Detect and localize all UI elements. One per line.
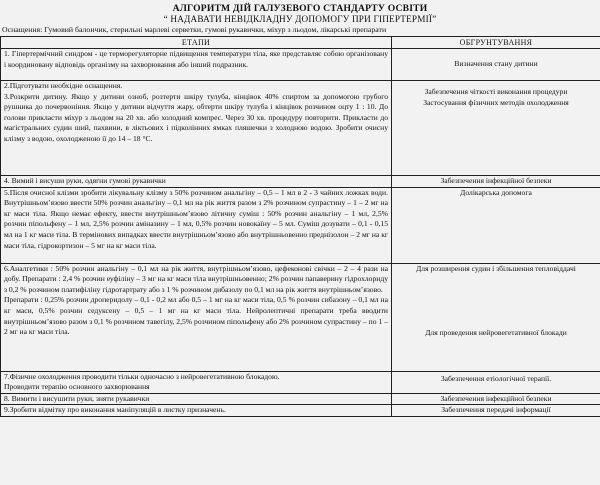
stage-text: 8. Вимити і висушити руки, зняти рукавички bbox=[4, 393, 150, 403]
table-row bbox=[1, 371, 600, 393]
reason-text: Застосування фізичних методів охолодження bbox=[423, 97, 569, 107]
stage-cell bbox=[1, 187, 392, 263]
header-stages: ЕТАПИ bbox=[1, 37, 392, 49]
stage-text: Проводити терапію основного захворювання bbox=[4, 382, 150, 392]
stage-text: 1. Гіпертермічний синдром - це терморегуляторне підвищення температури тіла, яке представляє собою організовану і координовану відповідь організму на захворювання або інший подразник. bbox=[4, 49, 388, 69]
table-row bbox=[1, 263, 600, 371]
table-row bbox=[1, 393, 600, 405]
stage-text: 7.Фізичне охолодження проводити тільки одночасно з нейровегетативною блокадою. bbox=[4, 371, 280, 381]
table-row bbox=[1, 187, 600, 263]
table-row bbox=[1, 81, 600, 176]
stage-cell bbox=[1, 49, 392, 81]
reason-cell bbox=[392, 405, 600, 417]
stage-cell bbox=[1, 405, 392, 417]
stage-cell bbox=[1, 81, 392, 176]
reason-text: Для проведення нейровегетативної блокади bbox=[425, 328, 567, 338]
reason-text: Забезпечення передачі інформації bbox=[441, 405, 551, 415]
document-subtitle: “ НАДАВАТИ НЕВІДКЛАДНУ ДОПОМОГУ ПРИ ГІПЕРТЕРМІЇ” bbox=[163, 14, 437, 24]
reason-text: Забезпечення етіологічної терапії. bbox=[440, 373, 552, 383]
reason-text: Визначення стану дитини bbox=[454, 59, 538, 68]
stage-cell bbox=[1, 176, 392, 188]
reason-cell bbox=[392, 187, 600, 263]
table-row bbox=[1, 176, 600, 188]
stage-text: 6.Аналгетики : 50% розчин анальгіну – 0,1 мл на рік життя, внутрішньом’язово, цефеконові свічки – 2 – 4 рази на добу. Препарати : 2,4 % розчин еуфіліну – 3 мг на кг маси тіла внутрішньовенно; 2% розчин папаверину гідрохлориду з 0,2 % розчином платифіліну гідротартрату або з 1 % розчином дибазолу по 0,1 мл на рік життя внутрішньом’язово. bbox=[4, 263, 388, 294]
header-rationale: ОБГРУНТУВАННЯ bbox=[392, 37, 600, 49]
stage-text: 3.Розкрити дитину. Якщо у дитини озноб, розтерти шкіру тулуба, кінцівок 40% спиртом за допомогою грубого рушника до почервоніння. Якщо у дитини відчуття жару, обтерти шкіру тулуба і кінцівок розчином оцту 1 : 10. До голови прикласти міхур з льодом на 20 хв. або холодний компрес. Через 30 хв. процедуру повторити. Прикласти до магістральних судин ший, пахвини, в ліктьових і підколінних ямках пляшечки з холодною водою. Зробити очисну клізму з водою, охолодженою ії до 14 – 18 °С. bbox=[4, 91, 388, 143]
reason-cell bbox=[392, 176, 600, 188]
stage-cell bbox=[1, 371, 392, 393]
reason-text: Для розширення судин і збільшення тепловіддачі bbox=[416, 263, 576, 273]
stage-text: Препарати : 0,25% розчин дроперидолу – 0,1 - 0,2 мл або 0,5 – 1 мг на кг маси тіла, 0,5 % розчин сибазону – 0,1 мл на кг маси, 0,5% розчин седуксену – 0,5 – 1 мг на кг маси тіла. Нейролептичні препарати треба вводити внутрішньом’язово разом з 0,1 % розчином тавегілу, 2,5% розчином піпольфену або 2% розчином супрастину – по 1 – 2 мг на кг маси тіла. bbox=[4, 295, 388, 337]
reason-text: Забезпечення інфекційної безпеки bbox=[440, 176, 552, 185]
reason-cell bbox=[392, 263, 600, 371]
reason-cell bbox=[392, 393, 600, 405]
table-header-row bbox=[1, 37, 600, 49]
equipment-line: Оснащення: Гумовий балончик, стерильні марлеві серветки, гумові рукавички, міхур з льодом, лікарські препарати bbox=[2, 25, 387, 34]
stage-cell bbox=[1, 263, 392, 371]
reason-cell bbox=[392, 49, 600, 81]
reason-text: Забезпечення інфекційної безпеки bbox=[440, 393, 552, 403]
reason-text: Долікарська допомога bbox=[460, 187, 532, 197]
reason-cell bbox=[392, 371, 600, 393]
stage-text: 2.Підготувати необхідне оснащення. bbox=[4, 81, 123, 90]
reason-text: Забезпечення чіткості виконання процедури bbox=[424, 87, 568, 96]
algorithm-table bbox=[0, 36, 600, 417]
reason-cell bbox=[392, 81, 600, 176]
table-row bbox=[1, 405, 600, 417]
stage-text: 4. Вимий і висуши руки, одягни гумові рукавички bbox=[4, 176, 166, 185]
document-title: АЛГОРИТМ ДІЙ ГАЛУЗЕВОГО СТАНДАРТУ ОСВІТИ bbox=[172, 3, 428, 14]
stage-text: 9.Зробити відмітку про виконання маніпуляцій в листку призначень. bbox=[4, 405, 226, 415]
stage-cell bbox=[1, 393, 392, 405]
table-row bbox=[1, 49, 600, 81]
stage-text: 5.Після очисної клізми зробити лікувальну клізму з 50% розчином анальгіну – 0,5 – 1 мл в 2 - 3 чайних ложках води. Внутрішньом’язово ввести 50% розчин анальгіну – 0,1 мл на рік життя разом з 2% розчином супрастину – 1 – 2 мг на кг маси тіла. Якщо немає ефекту, ввести внутрішньом’язово літичну суміш : 50% розчин анальгіну – 1 мл, 2,5% розчин піпольфену – 1 мл, 2,5% розчин аміназину – 1 мл, 0,5% розчин новокаїну – 5 мл. Суміш дозувати – 0,1 - 0,15 мл на 1 кг маси тіла. В термінових випадках ввести внутрішньом’язово або внутрішньовенно преднізолон – 2 мг на кг маси тіла, гідрокортизон – 5 мг на кг маси тіла. bbox=[4, 187, 388, 250]
